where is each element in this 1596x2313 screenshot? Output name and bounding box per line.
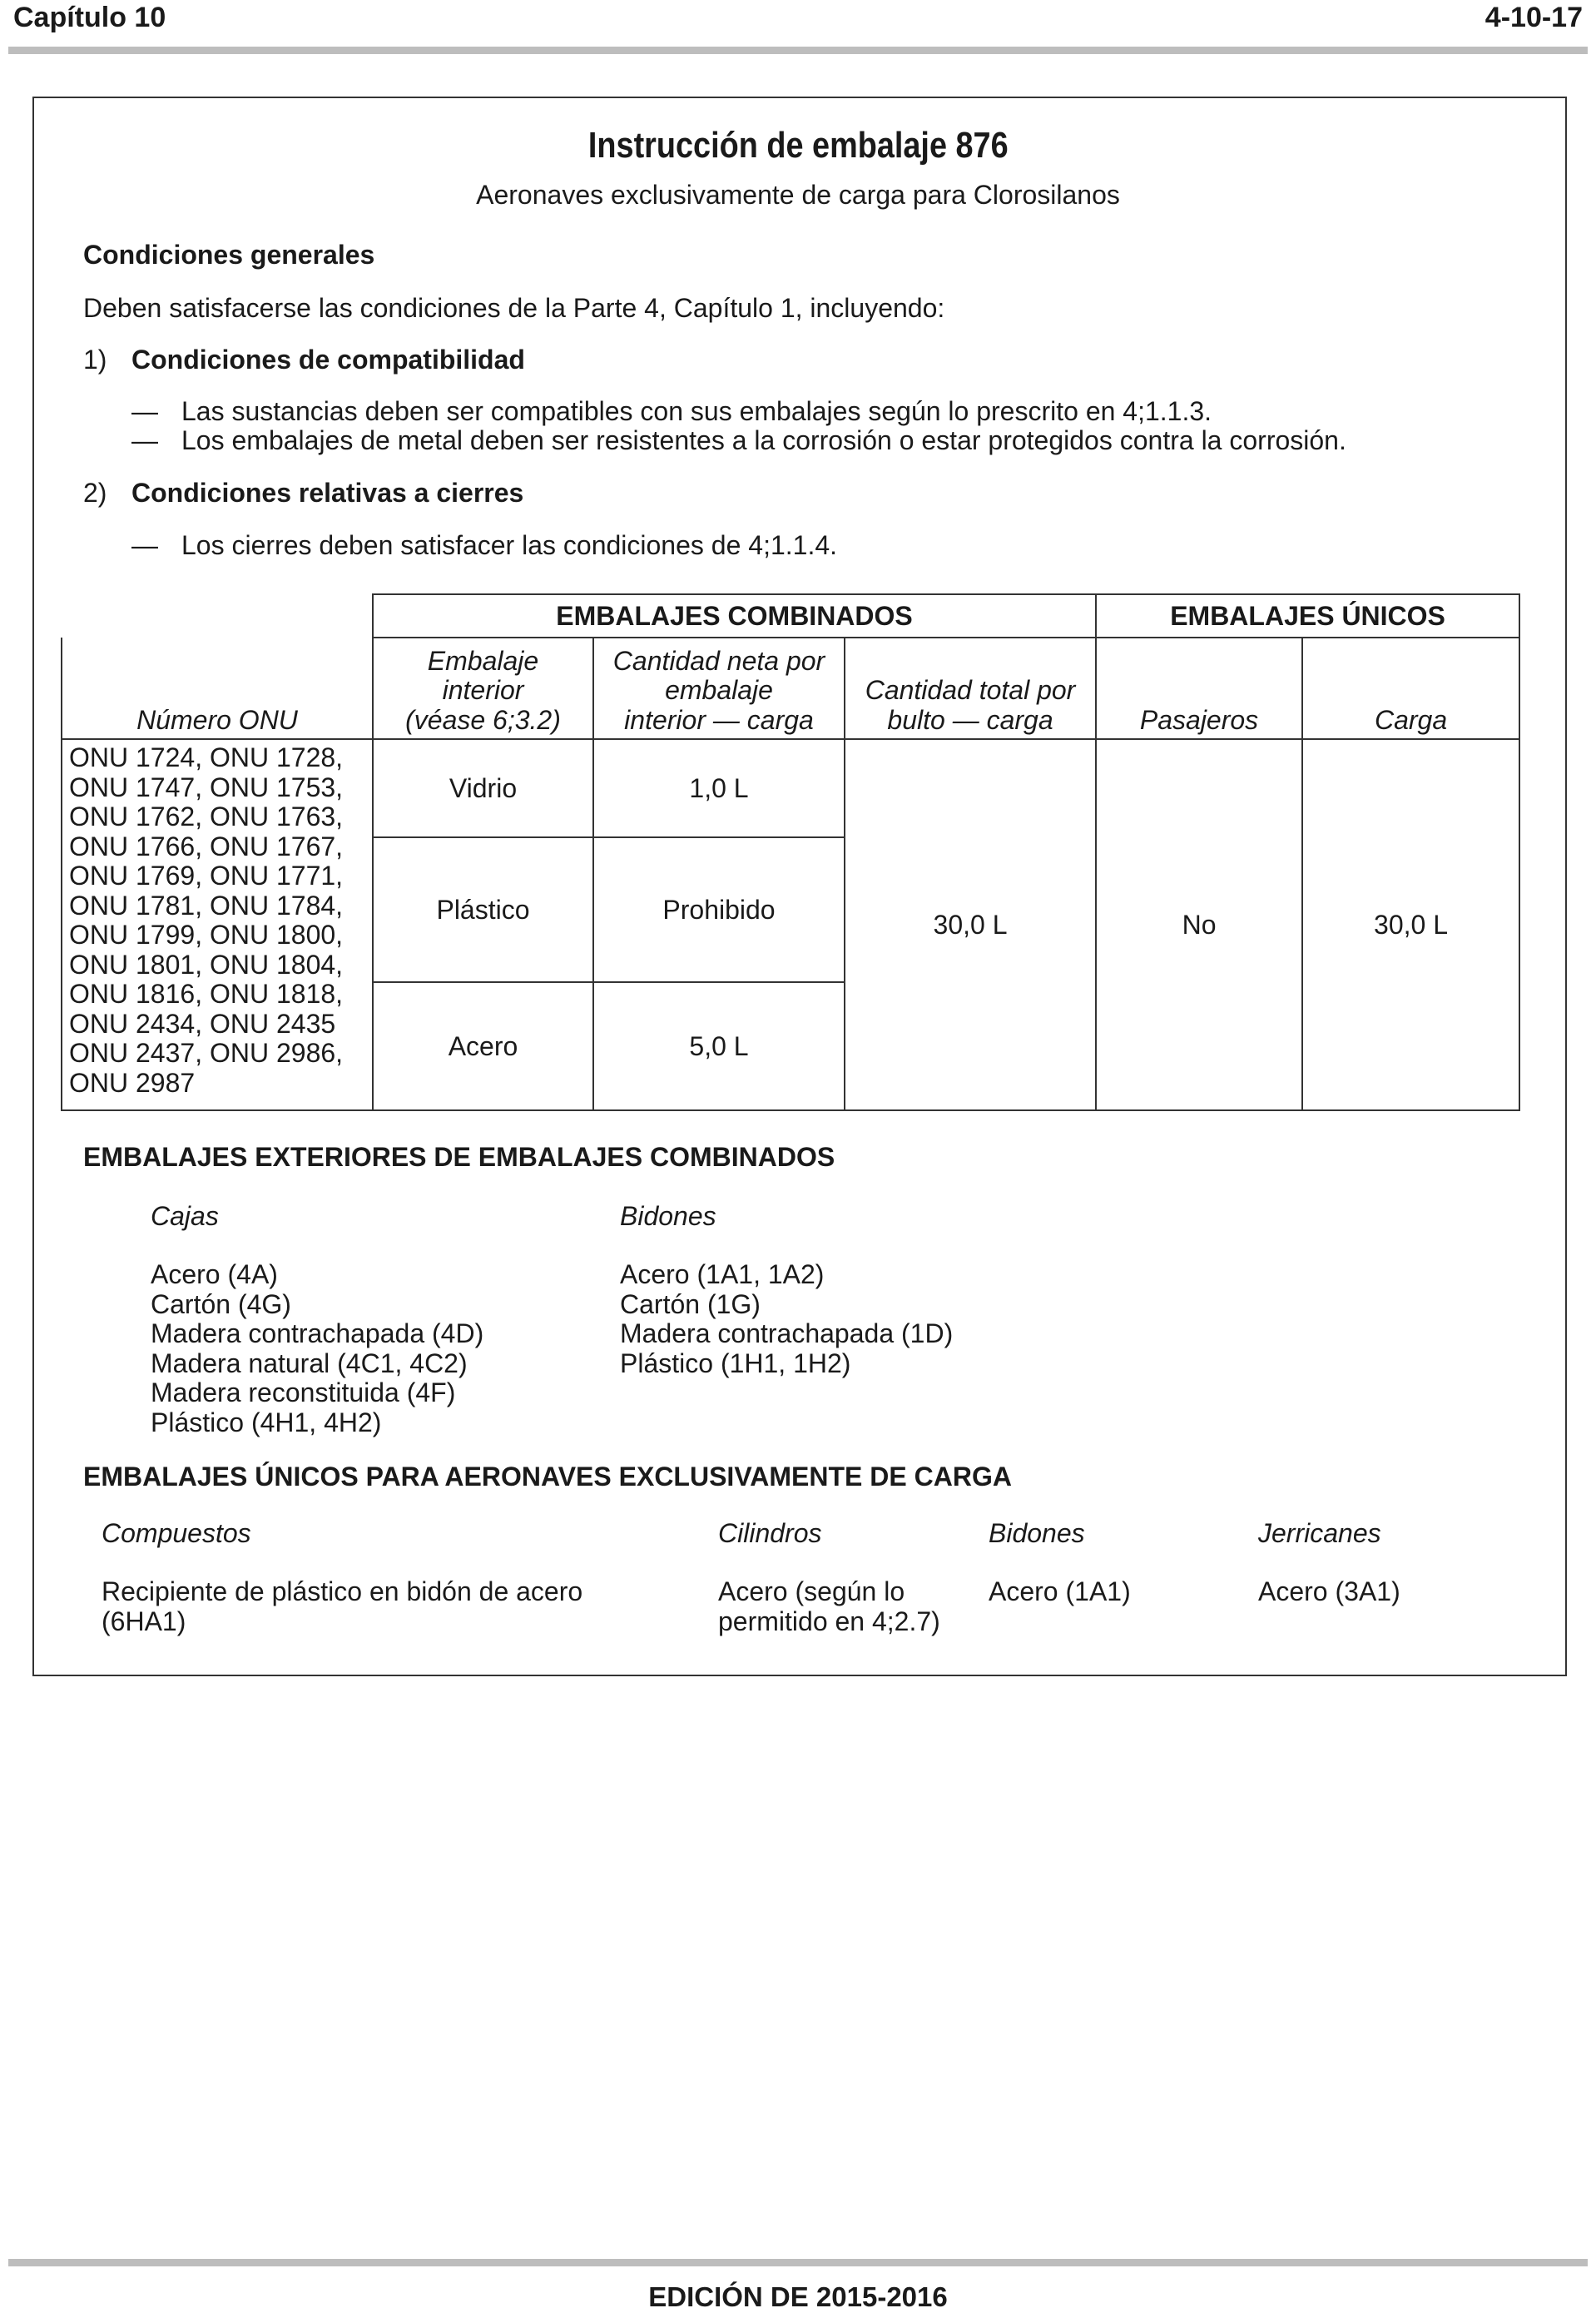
net-quantity-cell: 5,0 L bbox=[593, 982, 845, 1110]
list-item: Acero (1A1, 1A2) bbox=[620, 1259, 825, 1289]
boxes-list bbox=[151, 1260, 483, 1437]
un-number-line: ONU 1801, ONU 1804, bbox=[69, 949, 344, 980]
dash-mark: — bbox=[131, 530, 158, 560]
dash-mark: — bbox=[131, 425, 158, 455]
un-number-line: ONU 1766, ONU 1767, bbox=[69, 831, 344, 861]
bullet-text: Los cierres deben satisfacer las condiciones de 4;1.1.4. bbox=[181, 530, 838, 560]
un-number-line: ONU 2437, ONU 2986, bbox=[69, 1038, 344, 1068]
condition-number-2: 2) bbox=[83, 478, 107, 508]
list-item: Acero (según lo bbox=[718, 1576, 905, 1606]
drums-single-label: Bidones bbox=[989, 1518, 1085, 1548]
un-number-line: ONU 2434, ONU 2435 bbox=[69, 1008, 336, 1039]
dash-mark: — bbox=[131, 396, 158, 426]
outer-packaging-heading: EMBALAJES EXTERIORES DE EMBALAJES COMBINADOS bbox=[83, 1142, 835, 1172]
cargo-cell: 30,0 L bbox=[1302, 739, 1519, 1110]
col-net-quantity bbox=[593, 638, 845, 739]
bullet-text: Los embalajes de metal deben ser resistentes a la corrosión o estar protegidos contra la corrosión. bbox=[181, 425, 1346, 455]
header-line: interior — carga bbox=[624, 704, 814, 735]
single-packaging-heading: EMBALAJES ÚNICOS PARA AERONAVES EXCLUSIVAMENTE DE CARGA bbox=[83, 1462, 1012, 1492]
un-number-list bbox=[62, 739, 373, 1110]
condition-title-2: Condiciones relativas a cierres bbox=[131, 478, 524, 508]
list-item: Madera reconstituida (4F) bbox=[151, 1377, 456, 1407]
inner-packaging-cell: Plástico bbox=[373, 837, 593, 982]
boxes-label: Cajas bbox=[151, 1201, 219, 1231]
chapter-label: Capítulo 10 bbox=[13, 2, 166, 33]
bullet-text: Las sustancias deben ser compatibles con sus embalajes según lo prescrito en 4;1.1.3. bbox=[181, 396, 1212, 426]
list-item: Acero (1A1) bbox=[989, 1576, 1131, 1606]
un-number-line: ONU 1816, ONU 1818, bbox=[69, 979, 344, 1009]
packaging-table bbox=[61, 593, 1520, 1111]
group-single-header: EMBALAJES ÚNICOS bbox=[1096, 594, 1519, 638]
list-item: Cartón (1G) bbox=[620, 1288, 761, 1319]
col-cargo: Carga bbox=[1302, 638, 1519, 739]
col-un-number: Número ONU bbox=[62, 638, 373, 739]
col-passenger: Pasajeros bbox=[1096, 638, 1302, 739]
header-line: bulto — carga bbox=[887, 704, 1053, 735]
general-intro: Deben satisfacerse las condiciones de la Parte 4, Capítulo 1, incluyendo: bbox=[83, 293, 945, 323]
group-combined-header: EMBALAJES COMBINADOS bbox=[373, 594, 1096, 638]
header-line: (véase 6;3.2) bbox=[405, 704, 561, 735]
list-item: Plástico (1H1, 1H2) bbox=[620, 1348, 851, 1378]
drums-list bbox=[620, 1260, 953, 1378]
drums-label: Bidones bbox=[620, 1201, 716, 1231]
un-number-line: ONU 1747, ONU 1753, bbox=[69, 772, 344, 802]
edition-label: EDICIÓN DE 2015-2016 bbox=[648, 2281, 948, 2312]
composites-label: Compuestos bbox=[102, 1518, 251, 1548]
un-number-line: ONU 1762, ONU 1763, bbox=[69, 802, 344, 831]
un-number-line: ONU 1769, ONU 1771, bbox=[69, 861, 344, 891]
list-item: Acero (3A1) bbox=[1258, 1576, 1400, 1606]
header-line: Embalaje bbox=[427, 645, 539, 676]
list-item: (6HA1) bbox=[102, 1606, 186, 1636]
cylinders-label: Cilindros bbox=[718, 1518, 822, 1548]
condition-bullet bbox=[131, 531, 837, 561]
cylinders-list bbox=[718, 1577, 940, 1636]
drums-single-list bbox=[989, 1577, 1131, 1607]
page-number: 4-10-17 bbox=[1484, 2, 1583, 33]
general-heading: Condiciones generales bbox=[83, 240, 375, 270]
header-rule bbox=[8, 47, 1588, 54]
instruction-title: Instrucción de embalaje 876 bbox=[587, 125, 1009, 166]
list-item: Plástico (4H1, 4H2) bbox=[151, 1407, 382, 1437]
condition-title-1: Condiciones de compatibilidad bbox=[131, 345, 525, 375]
list-item: Recipiente de plástico en bidón de acero bbox=[102, 1576, 583, 1606]
list-item: Acero (4A) bbox=[151, 1259, 278, 1289]
total-quantity-cell: 30,0 L bbox=[845, 739, 1096, 1110]
un-number-line: ONU 2987 bbox=[69, 1067, 196, 1098]
col-inner-packaging bbox=[373, 638, 593, 739]
header-line: interior bbox=[442, 675, 524, 705]
header-line: Cantidad neta por bbox=[612, 645, 825, 676]
net-quantity-cell: Prohibido bbox=[593, 837, 845, 982]
passenger-cell: No bbox=[1096, 739, 1302, 1110]
footer-rule bbox=[8, 2259, 1588, 2266]
composites-list bbox=[102, 1577, 582, 1636]
instruction-subtitle: Aeronaves exclusivamente de carga para Clorosilanos bbox=[476, 180, 1120, 210]
condition-number-1: 1) bbox=[83, 345, 107, 375]
inner-packaging-cell: Acero bbox=[373, 982, 593, 1110]
condition-bullet bbox=[131, 426, 1346, 456]
col-total-quantity bbox=[845, 638, 1096, 739]
net-quantity-cell: 1,0 L bbox=[593, 739, 845, 837]
list-item: Madera contrachapada (1D) bbox=[620, 1318, 954, 1348]
header-line: Cantidad total por bbox=[865, 675, 1076, 705]
list-item: Cartón (4G) bbox=[151, 1288, 291, 1319]
list-item: Madera natural (4C1, 4C2) bbox=[151, 1348, 468, 1378]
list-item: permitido en 4;2.7) bbox=[718, 1606, 940, 1636]
inner-packaging-cell: Vidrio bbox=[373, 739, 593, 837]
jerricans-list bbox=[1258, 1577, 1400, 1607]
header-line: embalaje bbox=[665, 675, 773, 705]
un-number-line: ONU 1781, ONU 1784, bbox=[69, 890, 344, 921]
condition-bullet bbox=[131, 397, 1212, 427]
table-corner bbox=[62, 594, 373, 638]
un-number-line: ONU 1724, ONU 1728, bbox=[69, 742, 344, 772]
list-item: Madera contrachapada (4D) bbox=[151, 1318, 484, 1348]
jerricans-label: Jerricanes bbox=[1258, 1518, 1381, 1548]
un-number-line: ONU 1799, ONU 1800, bbox=[69, 920, 344, 950]
